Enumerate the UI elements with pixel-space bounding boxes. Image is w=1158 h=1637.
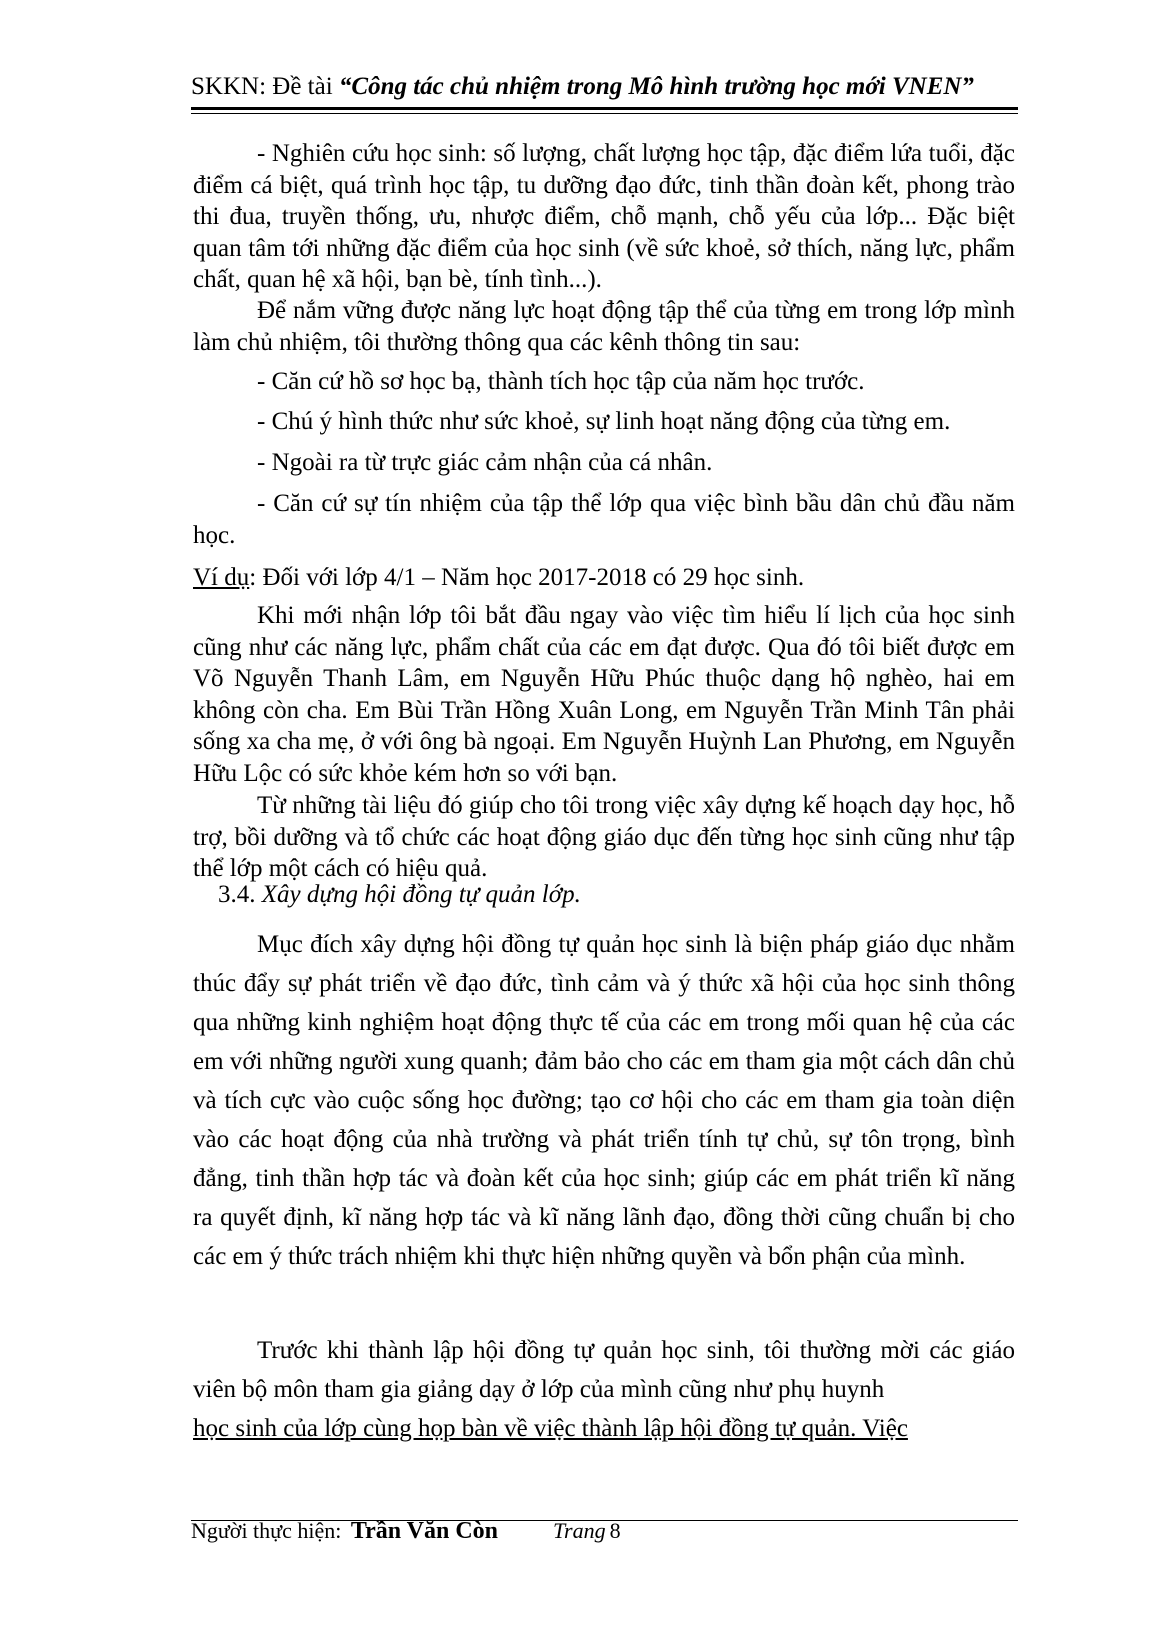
section-number: 3.4. <box>218 881 262 908</box>
header-topic: “Công tác chủ nhiệm trong Mô hình trường học mới VNEN” <box>338 73 974 100</box>
footer-author-name: Trần Văn Còn <box>350 1518 499 1544</box>
paragraph-records: - Căn cứ hồ sơ học bạ, thành tích học tập của năm học trước. <box>257 368 865 395</box>
section-title: Xây dựng hội đồng tự quản lớp. <box>261 881 581 908</box>
paragraph-class-trust: - Căn cứ sự tín nhiệm của tập thể lớp qua việc bình bầu dân chủ đầu năm học. <box>193 490 1015 549</box>
paragraph-council-purpose: Mục đích xây dựng hội đồng tự quản học sinh là biện pháp giáo dục nhằm thúc đẩy sự phát triển về đạo đức, tình cảm và ý thức xã hội của học sinh thông qua những kinh nghiệm hoạt động thực tế của các em trong mối quan hệ của các em với những người xung quanh; đảm bảo cho các em tham gia một cách dân chủ và tích cực vào cuộc sống học đường; tạo cơ hội cho các em tham gia toàn diện vào các hoạt động của nhà trường và phát triển tính tự chủ, sự tôn trọng, bình đẳng, tinh thần hợp tác và đoàn kết của học sinh; giúp các em phát triển kĩ năng ra quyết định, kĩ năng hợp tác và kĩ năng lãnh đạo, đồng thời cũng chuẩn bị cho các em ý thức trách nhiệm khi thực hiện những quyền và bổn phận của mình. <box>193 931 1015 1270</box>
footer-author-label: Người thực hiện: <box>191 1518 347 1543</box>
paragraph-research-students: - Nghiên cứu học sinh: số lượng, chất lượng học tập, đặc điểm lứa tuổi, đặc điểm cá biệt, quá trình học tập, tu dưỡng đạo đức, tinh thần đoàn kết, phong trào thi đua, truyền thống, ưu, nhược điểm, chỗ mạnh, chỗ yếu của lớp... Đặc biệt quan tâm tới những đặc điểm của học sinh (về sức khoẻ, sở thích, năng lực, phẩm chất, quan hệ xã hội, bạn bè, tính tình...). <box>193 140 1015 293</box>
paragraph-student-background: Khi mới nhận lớp tôi bắt đầu ngay vào việc tìm hiểu lí lịch của học sinh cũng như các năng lực, phẩm chất của các em đạt được. Qua đó tôi biết được em Võ Nguyễn Thanh Lâm, em Nguyễn Hữu Phúc thuộc dạng hộ nghèo, hai em không còn cha. Em Bùi Trần Hồng Xuân Long, em Nguyễn Trần Minh Tân phải sống xa cha mẹ, ở với ông bà ngoại. Em Nguyễn Huỳnh Lan Phương, em Nguyễn Hữu Lộc có sức khỏe kém hơn so với bạn. <box>193 602 1015 787</box>
paragraph-health: - Chú ý hình thức như sức khoẻ, sự linh hoạt năng động của từng em. <box>257 408 951 435</box>
paragraph-ability-assessment: Để nắm vững được năng lực hoạt động tập thể của từng em trong lớp mình làm chủ nhiệm, tôi thường thông qua các kênh thông tin sau: <box>193 297 1015 356</box>
header-title <box>191 73 974 101</box>
example-label: Ví dụ <box>193 564 250 591</box>
page-footer <box>191 1518 621 1545</box>
footer-page-label: Trang <box>553 1518 606 1543</box>
section-heading <box>218 879 1015 911</box>
example-text: : Đối với lớp 4/1 – Năm học 2017-2018 có 29 học sinh. <box>249 564 805 591</box>
paragraph-example <box>193 562 1015 594</box>
page-header <box>191 73 1018 113</box>
paragraph-planning: Từ những tài liệu đó giúp cho tôi trong việc xây dựng kế hoạch dạy học, hỗ trợ, bồi dưỡng và tổ chức các hoạt động giáo dục đến từng học sinh cũng như tập thể lớp một cách có hiệu quả. <box>193 792 1015 882</box>
footer-page-number: 8 <box>609 1518 621 1543</box>
paragraph-council-formation-continued: học sinh của lớp cùng họp bàn về việc thành lập hội đồng tự quản. Việc <box>193 1415 908 1442</box>
header-rule-thick <box>191 107 1018 110</box>
paragraph-council-formation: Trước khi thành lập hội đồng tự quản học sinh, tôi thường mời các giáo viên bộ môn tham gia giảng dạy ở lớp của mình cũng như phụ huynh <box>193 1337 1015 1403</box>
header-prefix: SKKN: Đề tài <box>191 73 339 100</box>
header-rule-thin <box>191 113 1018 114</box>
paragraph-intuition: - Ngoài ra từ trực giác cảm nhận của cá nhân. <box>257 449 713 476</box>
